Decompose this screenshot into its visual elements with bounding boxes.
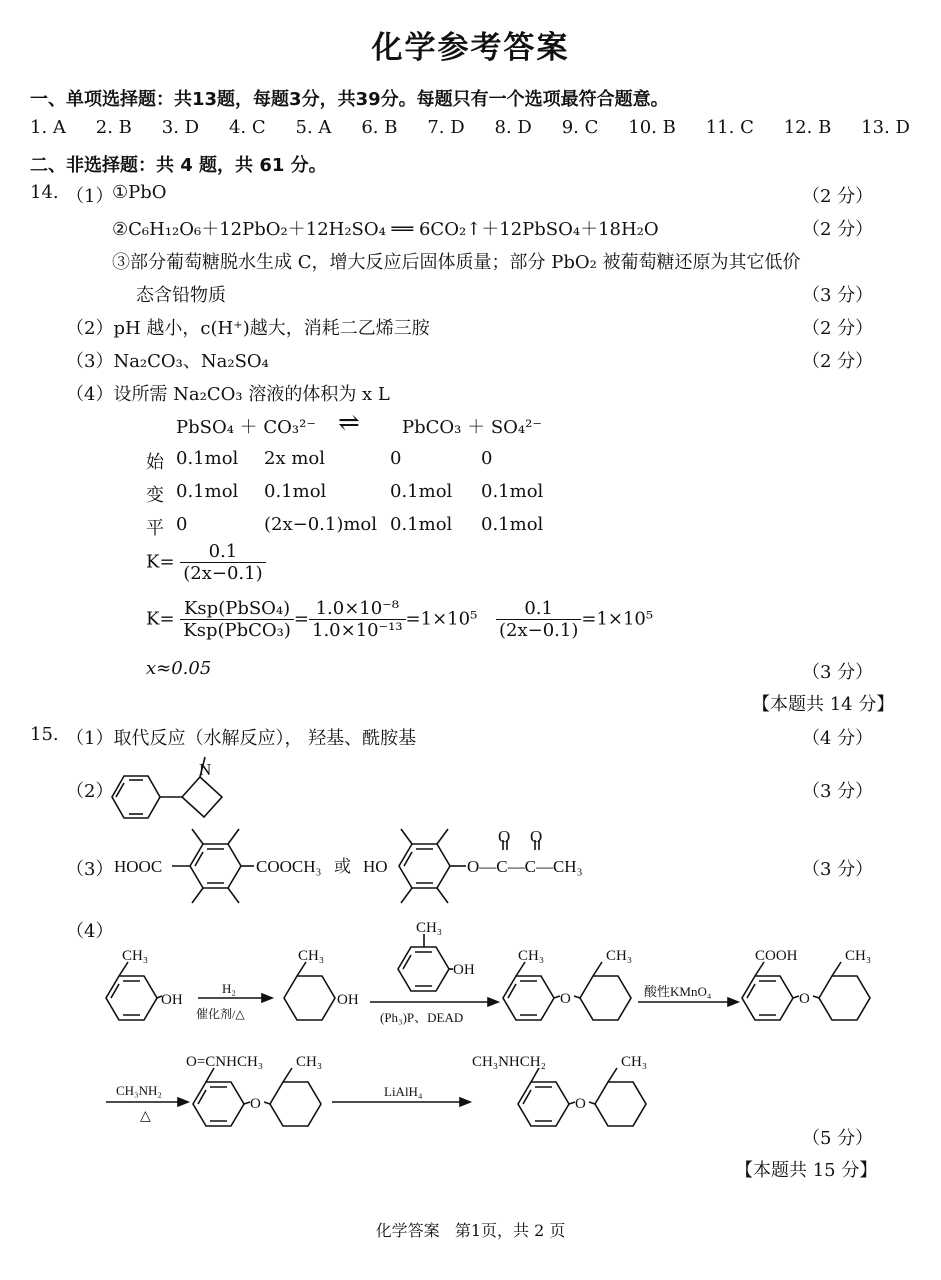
ether-o-label-2: O [799, 991, 810, 1007]
k1-denominator: (2x−0.1) [183, 563, 263, 584]
k2-equals: = [293, 608, 309, 630]
ice-cell: 0 [176, 514, 188, 535]
q14-total: 【本题共 14 分】 [752, 694, 895, 715]
amide-label: O=CNHCH₃ [186, 1054, 264, 1070]
q15-number: 15. [30, 724, 59, 745]
ice-cell: 0.1mol [176, 448, 239, 469]
q15-p2-score: （3 分） [802, 781, 874, 802]
ester-chain-label: O—C—C—CH₃ [467, 857, 583, 876]
compound-3a-structure [172, 829, 254, 903]
ice-cell: 0.1mol [176, 481, 239, 502]
q14-p1-2-score: （2 分） [802, 219, 874, 240]
k-expression-1 [146, 541, 266, 584]
k2-lhs: K= [146, 608, 175, 630]
x-result-score: （3 分） [802, 662, 874, 683]
ice-row-label: 平 [146, 518, 164, 539]
page-footer: 化学答案 第1页，共 2 页 [375, 1221, 566, 1240]
amine-label: CH₃NHCH₂ [472, 1054, 546, 1070]
ice-cell: 0 [481, 448, 493, 469]
carbonyl-o-2: O [530, 827, 543, 846]
q15-p3-label: （3） [66, 859, 114, 880]
q15-total: 【本题共 15 分】 [735, 1160, 878, 1181]
ice-cell: 0 [390, 448, 402, 469]
k2-denominator-value: 1.0×10⁻¹³ [312, 620, 403, 641]
ice-cell: 0.1mol [264, 481, 327, 502]
q14-number: 14. [30, 182, 59, 203]
catalyst-label: 催化剂/△ [196, 1007, 245, 1021]
azetidine-n-label: N [199, 760, 212, 779]
ice-cell: 0.1mol [390, 514, 453, 535]
answer-item: 5. A [295, 117, 332, 138]
x-result: x≈0.05 [146, 658, 212, 679]
q14-p1-3b: 态含铅物质 [136, 285, 226, 306]
ch3-label-4: CH₃ [518, 948, 545, 964]
q14-p1-2: ②C₆H₁₂O₆＋12PbO₂＋12H₂SO₄ ══ 6CO₂↑＋12PbSO₄＋18H₂O [112, 219, 659, 240]
k1-lhs: K= [146, 551, 175, 573]
answer-item: 1. A [30, 117, 66, 138]
answer-item: 7. D [427, 117, 465, 138]
q14-p3: （3）Na₂CO₃、Na₂SO₄ [66, 351, 269, 372]
answer-item: 6. B [361, 117, 398, 138]
section1-heading: 一、单项选择题：共13题，每题3分，共39分。每题只有一个选项最符合题意。 [30, 89, 669, 110]
q14-p1-label: （1） [66, 186, 114, 207]
equilibrium-arrow: ⇌ [338, 408, 360, 438]
ice-cell: 0.1mol [390, 481, 453, 502]
answer-item: 3. D [161, 117, 200, 138]
q15-p4-score: （5 分） [802, 1128, 874, 1149]
q14-p3-score: （2 分） [802, 351, 874, 372]
answer-item: 12. B [783, 117, 832, 138]
answer-item: 11. C [705, 117, 754, 138]
ch3-label-3: CH₃ [416, 920, 443, 936]
lialh4-label: LiAlH₄ [384, 1084, 423, 1099]
k-expression-3 [496, 598, 653, 641]
q15-p2-label: （2） [66, 781, 114, 802]
o-cresol-structure [106, 962, 162, 1020]
ch3-label-8: CH₃ [621, 1054, 648, 1070]
k3-result: =1×10⁵ [581, 608, 654, 630]
ch3-label-5: CH₃ [606, 948, 633, 964]
k1-numerator: 0.1 [180, 541, 265, 563]
ch3-label-1: CH₃ [122, 948, 149, 964]
ice-cell: 2x mol [264, 448, 325, 469]
oh-label-3: OH [453, 962, 475, 978]
equilibrium-products: PbCO₃ ＋ SO₄²⁻ [402, 417, 542, 438]
ice-cell: 0.1mol [481, 514, 544, 535]
answer-item: 10. B [628, 117, 676, 138]
ice-cell: (2x−0.1)mol [264, 514, 378, 535]
cooh-label: COOH [755, 948, 798, 964]
ether-o-label-4: O [575, 1096, 586, 1112]
q14-p1-3a: ③部分葡萄糖脱水生成 C，增大反应后固体质量；部分 PbO₂ 被葡萄糖还原为其它低价 [112, 252, 801, 273]
q15-p3-score: （3 分） [802, 859, 874, 880]
ether-o-label-3: O [250, 1096, 261, 1112]
q14-p1-1-score: （2 分） [802, 186, 874, 207]
answer-item: 13. D [861, 117, 910, 138]
q15-p1-score: （4 分） [802, 728, 874, 749]
k2-numerator: Ksp(PbSO₄) [180, 598, 294, 620]
q14-p4: （4）设所需 Na₂CO₃ 溶液的体积为 x L [66, 384, 390, 405]
h2-label: H₂ [222, 981, 236, 996]
q14-p1-1: ①PbO [112, 182, 167, 203]
oh-label-1: OH [161, 992, 183, 1008]
kmno4-label: 酸性KMnO₄ [644, 984, 712, 999]
ho-label: HO [363, 857, 388, 876]
q14-p2-score: （2 分） [802, 318, 874, 339]
ch3-label-7: CH₃ [296, 1054, 323, 1070]
ice-row-label: 始 [146, 452, 164, 473]
ch3-label-6: CH₃ [845, 948, 872, 964]
o-cresol-reagent-structure [398, 934, 453, 991]
carbonyl-o-1: O [498, 827, 511, 846]
ph3p-dead-label: (Ph₃)P、DEAD [380, 1010, 464, 1025]
k2-numerator-value: 1.0×10⁻⁸ [309, 598, 406, 620]
structures-drawing [0, 740, 941, 1160]
hooc-label: HOOC [114, 857, 163, 876]
ice-cell: 0.1mol [481, 481, 544, 502]
k-expression-2 [146, 598, 477, 641]
k2-denominator: Ksp(PbCO₃) [183, 620, 291, 641]
or-label: 或 [334, 857, 351, 876]
q15-p1: （1）取代反应（水解反应）， 羟基、酰胺基 [66, 728, 417, 749]
ether-o-label-1: O [560, 991, 571, 1007]
ch3nh2-label: CH₃NH₂ [116, 1083, 162, 1098]
page-title: 化学参考答案 [371, 30, 570, 66]
k2-result: =1×10⁵ [405, 608, 478, 630]
equilibrium-reactants: PbSO₄ ＋ CO₃²⁻ [176, 417, 316, 438]
cooch3-label: COOCH₃ [256, 857, 322, 876]
k3-denominator: (2x−0.1) [499, 620, 579, 641]
oh-label-2: OH [337, 992, 359, 1008]
q14-p1-3-score: （3 分） [802, 285, 874, 306]
methylcyclohexanol-structure [284, 962, 335, 1020]
q14-p2: （2）pH 越小，c(H⁺)越大，消耗二乙烯三胺 [66, 318, 430, 339]
answer-item: 8. D [494, 117, 532, 138]
ch3-label-2: CH₃ [298, 948, 325, 964]
ice-row-label: 变 [146, 485, 164, 506]
delta-label: △ [140, 1109, 151, 1124]
k3-numerator: 0.1 [496, 598, 581, 620]
answer-item: 4. C [228, 117, 266, 138]
answer-item: 2. B [95, 117, 132, 138]
section2-heading: 二、非选择题：共 4 题，共 61 分。 [30, 155, 327, 176]
q15-p4-label: （4） [66, 921, 114, 942]
answer-item: 9. C [561, 117, 599, 138]
answer-list [30, 117, 910, 138]
